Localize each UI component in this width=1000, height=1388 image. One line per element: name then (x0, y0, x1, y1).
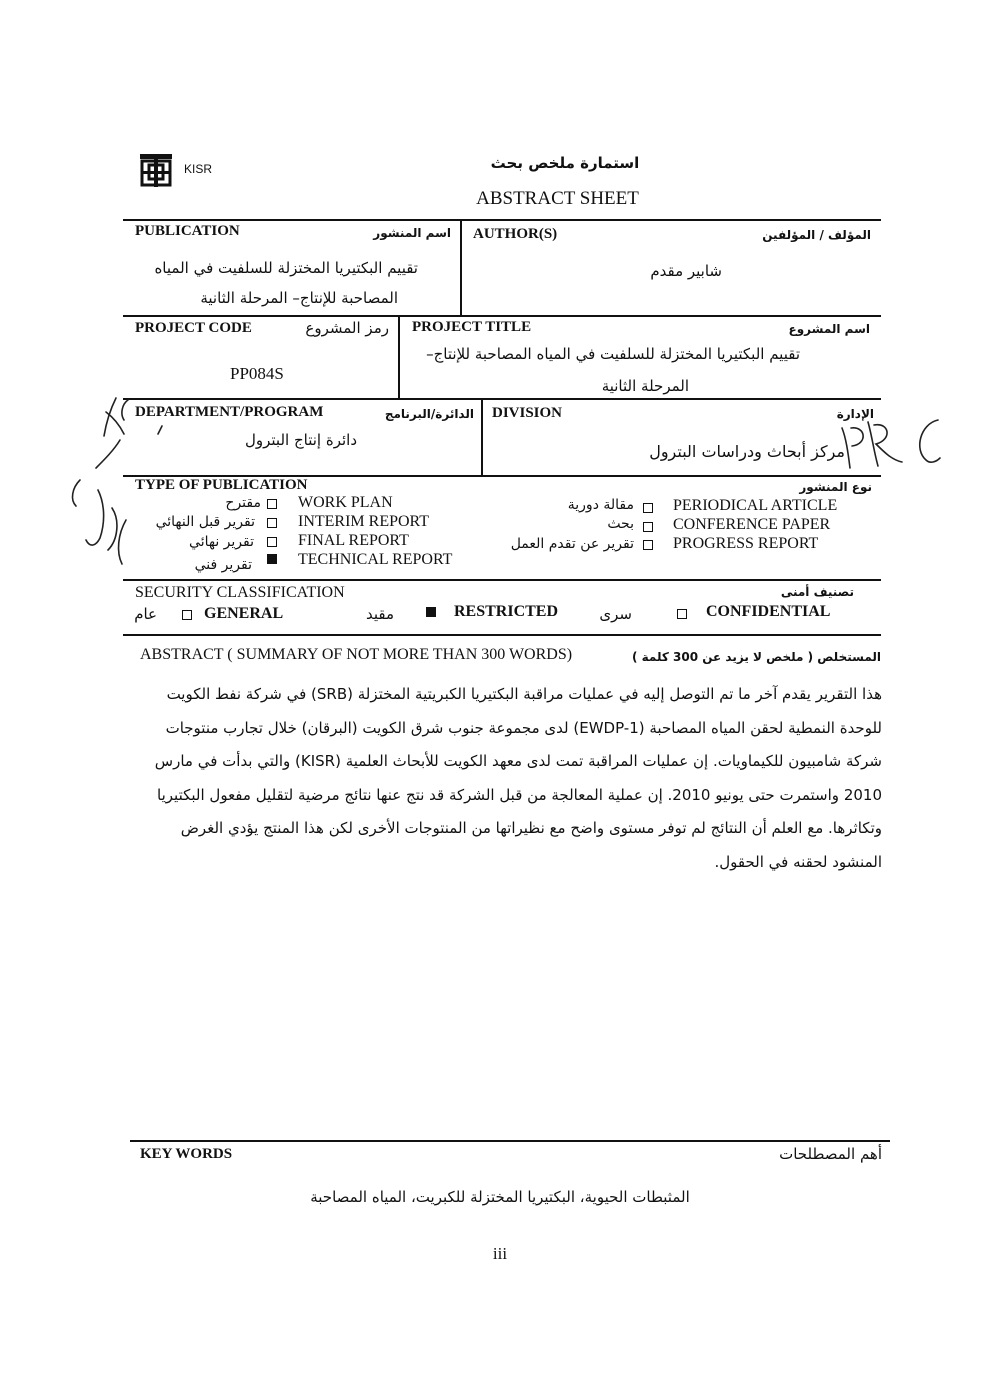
option-final-ar: تقرير نهائي (189, 534, 254, 550)
abstract-line: 2010 واستمرت حتى يونيو 2010. إن عملية المعالجة من قبل الشركة قد نتج عنها نتائج مرضية لتقليل مفعول البكتيريا (157, 785, 882, 804)
abstract-line: للوحدة النمطية لحقن المياه المصاحبة (EWDP-1) لدى مجموعة جنوب شرق الكويت (البرقان) خلال تجارب منتوجات (165, 718, 882, 737)
security-label-ar: تصنيف أمنى (780, 585, 854, 599)
author-value: شابير مقدم (650, 262, 722, 280)
project-title-value-line2: المرحلة الثانية (601, 377, 689, 395)
division-value: مركز أبحاث ودراسات البترول (649, 442, 845, 461)
division-label-ar: الإدارة (836, 407, 874, 421)
confidential-en: CONFIDENTIAL (706, 603, 831, 620)
security-label: SECURITY CLASSIFICATION (135, 584, 345, 601)
publication-value-line1: تقييم البكتيريا المختزلة للسلفيت في المياه (154, 259, 418, 277)
option-periodical-ar: مقالة دورية (567, 497, 634, 513)
option-technical-ar: تقرير فني (194, 557, 252, 573)
option-technical-en: TECHNICAL REPORT (298, 551, 453, 568)
author-label-ar: المؤلف / المؤلفين (762, 228, 871, 242)
type-of-publication-label-ar: نوع المنشور (799, 480, 872, 494)
abstract-label: ABSTRACT ( SUMMARY OF NOT MORE THAN 300 WORDS) (140, 646, 573, 663)
option-work-plan-ar: مقترح (225, 495, 261, 511)
division-label: DIVISION (492, 405, 563, 421)
author-label: AUTHOR(S) (473, 226, 558, 242)
option-final-en: FINAL REPORT (298, 532, 409, 549)
project-title-label: PROJECT TITLE (412, 319, 532, 335)
option-interim-ar: تقرير قبل النهائي (155, 514, 255, 530)
option-periodical-en: PERIODICAL ARTICLE (673, 497, 838, 514)
title-english: ABSTRACT SHEET (476, 188, 639, 209)
restricted-en: RESTRICTED (454, 603, 559, 620)
general-en: GENERAL (204, 605, 284, 622)
title-arabic: استمارة ملخص بحث (490, 154, 640, 172)
option-work-plan-en: WORK PLAN (298, 494, 393, 511)
type-of-publication-label: TYPE OF PUBLICATION (135, 477, 308, 493)
option-progress-en: PROGRESS REPORT (673, 535, 819, 552)
option-conference-ar: بحث (607, 516, 634, 532)
page-number: iii (492, 1244, 508, 1263)
department-value: دائرة إنتاج البترول (244, 431, 357, 449)
project-code-value: PP084S (230, 364, 284, 383)
project-code-label: PROJECT CODE (135, 320, 252, 336)
option-progress-ar: تقرير عن تقدم العمل (510, 536, 634, 552)
project-title-value-line1: تقييم البكتيريا المختزلة للسلفيت في المياه المصاحبة للإنتاج– (426, 345, 800, 363)
department-label: DEPARTMENT/PROGRAM (135, 404, 324, 420)
confidential-ar: سرى (599, 605, 632, 623)
abstract-line: شركة شامبيون للكيماويات. إن عمليات المراقبة تمت لدى معهد الكويت للأبحاث العلمية (KISR) والتي بدأت في مارس (154, 752, 882, 770)
abstract-line: هذا التقرير يقدم آخر ما تم التوصل إليه في عمليات مراقبة البكتيريا الكبريتية المختزلة (SRB) في شركة نفط الكويت (166, 685, 882, 703)
department-label-ar: الدائرة/البرنامج (384, 407, 474, 421)
abstract-line: وتكاثرها. مع العلم أن النتائج لم توفر مستوى واضح مع نظيراتها من المنتوجات الأخرى لكن هذا المنتج يؤدي الغرض (180, 819, 882, 837)
general-ar: عام (134, 605, 157, 623)
abstract-label-ar: المستخلص ( ملخص لا يزيد عن 300 كلمة ) (631, 650, 881, 664)
logo-text: KISR (184, 162, 213, 176)
abstract-line: المنشود لحقنه في الحقول. (714, 852, 882, 871)
keywords-label: KEY WORDS (140, 1146, 233, 1162)
project-title-label-ar: اسم المشروع (788, 322, 870, 336)
publication-label-ar: اسم المنشور (373, 226, 451, 240)
keywords-value: المثبطات الحيوية، البكتيريا المختزلة للكبريت، المياه المصاحبة (310, 1188, 690, 1206)
publication-value-line2: المصاحبة للإنتاج– المرحلة الثانية (200, 289, 398, 307)
option-interim-en: INTERIM REPORT (298, 513, 430, 530)
option-conference-en: CONFERENCE PAPER (673, 516, 831, 533)
keywords-label-ar: أهم المصطلحات (779, 1145, 882, 1163)
project-code-label-ar: رمز المشروع (305, 319, 389, 337)
restricted-ar: مقيد (365, 605, 394, 623)
publication-label: PUBLICATION (135, 223, 240, 239)
